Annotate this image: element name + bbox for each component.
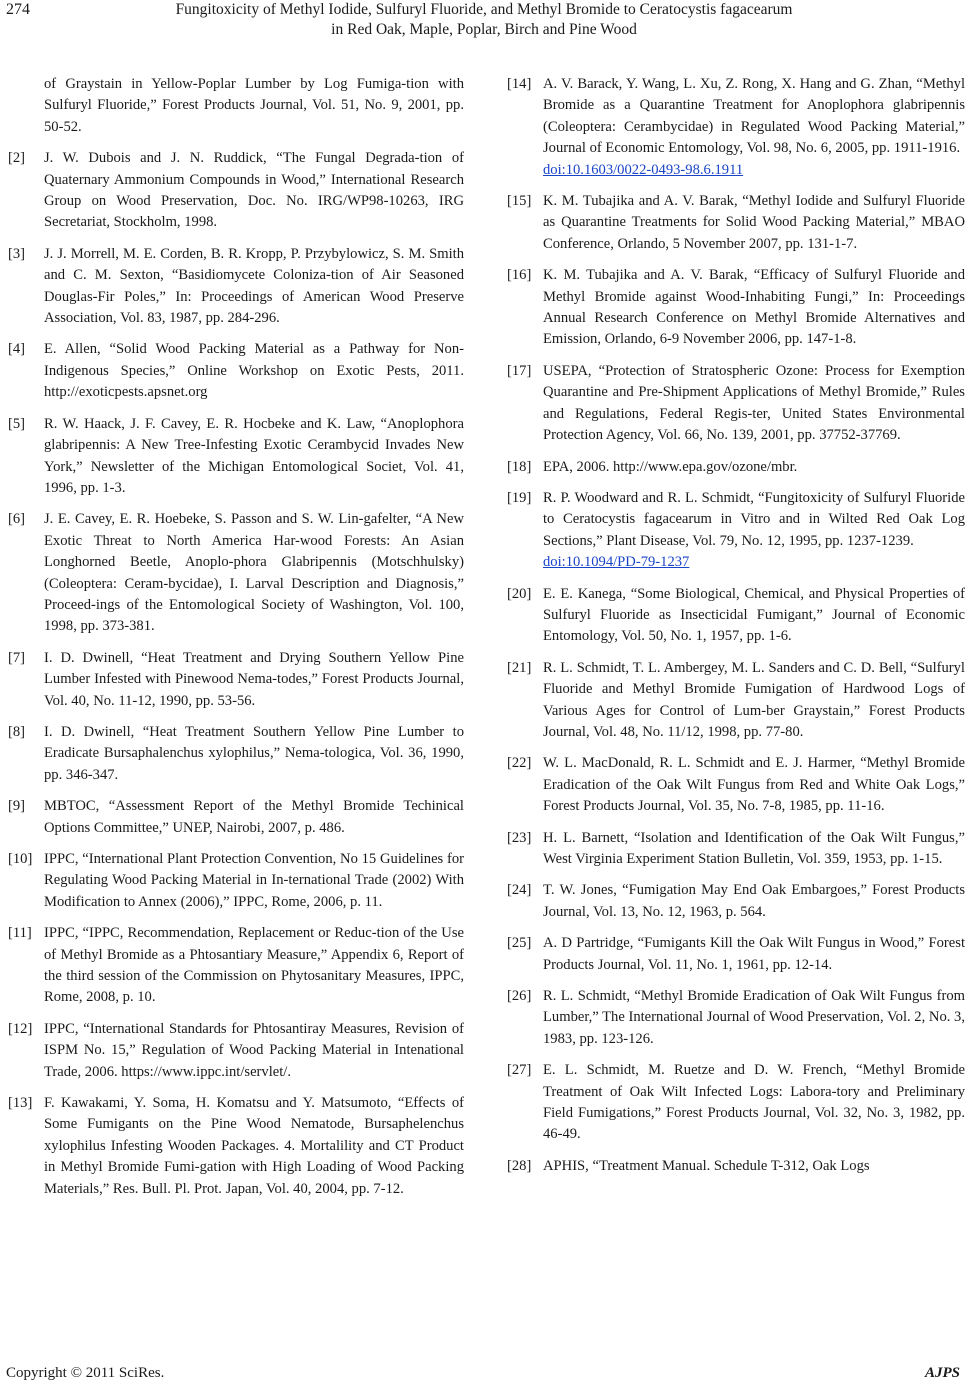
reference-number: [6] (8, 511, 26, 528)
reference-number: [24] (507, 882, 532, 899)
reference-text: E. Allen, “Solid Wood Packing Material as a Pathway for Non-Indigenous Species,” Online Workshop on Exotic Pests, 2011. http://exoticpests.apsnet.org (44, 341, 464, 401)
reference-number: [23] (507, 829, 532, 846)
reference-text: J. E. Cavey, E. R. Hoebeke, S. Passon and S. W. Lin-gafelter, “A New Exotic Threat to North America Har-wood Forests: An Asian Longhorned Beetle, Anoplo-phora Glabripennis (Motschhulsky) (Coleoptera: Ceram-bycidae), I. Larval Description and Diagnosis,” Proceed-ings of the Entomological Society of Washington, Vol. 100, 1998, pp. 373-381. (44, 511, 464, 635)
reference-number: [21] (507, 659, 532, 676)
reference-number: [10] (8, 851, 33, 867)
reference-number: [9] (8, 798, 26, 815)
reference-text: R. P. Woodward and R. L. Schmidt, “Fungitoxicity of Sulfuryl Fluoride to Ceratocystis fagacearum in Vitro and in Wilted Red Oak Log Sections,” Plant Disease, Vol. 79, No. 12, 1995, pp. 1237-1239. (543, 489, 965, 549)
reference-body (543, 265, 965, 351)
doi-link[interactable]: doi:10.1094/PD-79-1237 (543, 554, 690, 571)
journal-abbreviation: AJPS (924, 1365, 960, 1381)
reference-text: K. M. Tubajika and A. V. Barak, “Efficacy of Sulfuryl Fluoride and Methyl Bromide against Wood-Inhabiting Fungi,” In: Proceedings Annual Research Conference on Methyl Bromide Alternatives and Emission, Orlando, 6-9 November 2006, pp. 147-1-8. (543, 267, 965, 348)
reference-text: J. J. Morrell, M. E. Corden, B. R. Kropp, P. Przybylowicz, S. M. Smith and C. M. Sexton, “Basidiomycete Coloniza-tion of Air Seasoned Douglas-Fir Poles,” In: Proceedings of American Wood Preserve Association, Vol. 83, 1987, pp. 284-296. (44, 245, 464, 327)
reference-body (543, 658, 965, 744)
reference-body (44, 1019, 464, 1083)
reference-text: USEPA, “Protection of Stratospheric Ozone: Process for Exemption Quarantine and Pre-Shipment Applications of Methyl Bromide,” Rules and Regulations, Federal Regis-ter, United States Environmental Protection Agency, Vol. 66, No. 139, 2001, pp. 37752-37769. (543, 362, 965, 444)
reference-text: E. E. Kanega, “Some Biological, Chemical, and Physical Properties of Sulfuryl Fluoride as Insecticidal Fumigant,” Journal of Economic Entomology, Vol. 50, No. 1, 1957, pp. 1-6. (543, 585, 965, 645)
left-column (8, 74, 464, 1210)
running-head-line-2: in Red Oak, Maple, Poplar, Birch and Pine Wood (331, 21, 637, 38)
reference-number: [13] (8, 1095, 33, 1112)
reference-item (507, 658, 965, 744)
reference-item (507, 1060, 965, 1146)
reference-item (507, 1156, 965, 1177)
reference-item (507, 457, 965, 478)
copyright-notice: Copyright © 2011 SciRes. (6, 1365, 165, 1381)
reference-text: IPPC, “International Plant Protection Convention, No 15 Guidelines for Regulating Wood Packing Material in In-ternational Trade (2002) With Modification to Annex (2006),” IPPC, Rome, 2006, p. 11. (44, 851, 464, 910)
reference-text: R. L. Schmidt, T. L. Ambergey, M. L. Sanders and C. D. Bell, “Sulfuryl Fluoride and Methyl Bromide Fumigation of Hardwood Logs of Various Ages for Control of Lum-ber Graystain,” Forest Products Journal, Vol. 48, No. 11/12, 1998, pp. 77-80. (543, 659, 965, 740)
reference-number: [7] (8, 649, 26, 666)
reference-text: F. Kawakami, Y. Soma, H. Komatsu and Y. Matsumoto, “Effects of Some Fumigants on the Pine Wood Nematode, Bursaphelenchus xylophilus Infesting Wooden Packages. 4. Mortalility and CT Product in Methyl Bromide Fumi-gation with High Loading of Wood Packing Materials,” Res. Bull. Pl. Prot. Japan, Vol. 40, 2004, pp. 7-12. (44, 1095, 464, 1197)
reference-item (8, 1093, 464, 1200)
reference-body (543, 753, 965, 817)
reference-body (44, 244, 464, 330)
reference-text: EPA, 2006. http://www.epa.gov/ozone/mbr. (543, 458, 798, 475)
reference-body (543, 880, 965, 923)
reference-text: H. L. Barnett, “Isolation and Identification of the Oak Wilt Fungus,” West Virginia Experiment Station Bulletin, Vol. 359, 1953, pp. 1-15. (543, 829, 965, 867)
reference-number: [18] (507, 458, 532, 475)
reference-body (543, 191, 965, 255)
reference-body (543, 1060, 965, 1146)
reference-text: MBTOC, “Assessment Report of the Methyl Bromide Techinical Options Committee,” UNEP, Nairobi, 2007, p. 486. (44, 798, 464, 836)
reference-number: [5] (8, 415, 26, 432)
reference-number: [14] (507, 76, 532, 92)
reference-body (44, 849, 464, 913)
reference-text: I. D. Dwinell, “Heat Treatment and Drying Southern Yellow Pine Lumber Infested with Pinewood Nema-todes,” Forest Products Journal, Vol. 40, No. 11-12, 1990, pp. 53-56. (44, 649, 464, 709)
reference-text: J. W. Dubois and J. N. Ruddick, “The Fungal Degrada-tion of Quaternary Ammonium Compounds in Wood,” International Research Group on Wood Preservation, Doc. No. IRG/WP98-10263, IRG Secretariat, Stockholm, 1998. (44, 150, 464, 231)
reference-body (543, 584, 965, 648)
reference-number: [15] (507, 193, 532, 210)
reference-number: [12] (8, 1020, 33, 1037)
page-number: 274 (6, 1, 30, 18)
reference-body (44, 722, 464, 786)
reference-body (44, 339, 464, 403)
doi-link[interactable]: doi:10.1603/0022-0493-98.6.1911 (543, 161, 744, 178)
reference-body (543, 74, 965, 181)
reference-item (8, 648, 464, 712)
reference-body (543, 986, 965, 1050)
reference-number: [17] (507, 362, 532, 379)
reference-body (44, 796, 464, 839)
left-reference-list (8, 148, 464, 1200)
reference-number: [22] (507, 755, 532, 772)
reference-number: [25] (507, 935, 532, 952)
reference-body (44, 923, 464, 1009)
reference-item (8, 148, 464, 234)
reference-text: K. M. Tubajika and A. V. Barak, “Methyl Iodide and Sulfuryl Fluoride as Quarantine Treatments for Solid Wood Packing Material,” MBAO Conference, Orlando, 5 November 2007, pp. 131-1-7. (543, 193, 965, 252)
reference-item (507, 880, 965, 923)
reference-text: T. W. Jones, “Fumigation May End Oak Embargoes,” Forest Products Journal, Vol. 13, No. 12, 1963, p. 564. (543, 882, 965, 920)
reference-text: A. V. Barack, Y. Wang, L. Xu, Z. Rong, X. Hang and G. Zhan, “Methyl Bromide as a Quarantine Treatment for Anoplophora glabripennis (Coleoptera: Cerambycidae) in Regulated Wood Packing Material,” Journal of Economic Entomology, Vol. 98, No. 6, 2005, pp. 1911-1916. (543, 76, 965, 157)
reference-item (507, 933, 965, 976)
reference-item (8, 849, 464, 913)
reference-body (44, 648, 464, 712)
reference-item (8, 722, 464, 786)
reference-item (8, 509, 464, 637)
reference-number: [2] (8, 150, 26, 167)
reference-body (44, 509, 464, 637)
reference-text: APHIS, “Treatment Manual. Schedule T-312, Oak Logs (543, 1157, 870, 1174)
reference-item (507, 361, 965, 447)
right-column (507, 74, 965, 1187)
reference-body (543, 488, 965, 574)
reference-text: IPPC, “IPPC, Recommendation, Replacement or Reduc-tion of the Use of Methyl Bromide as a Phtosantiary Measure,” Appendix 6, Report of the third session of the Commission on Phytosanitary Measures, IPPC, Rome, 2008, p. 10. (44, 925, 464, 1006)
reference-item (8, 1019, 464, 1083)
reference-item (507, 986, 965, 1050)
reference-item (507, 488, 965, 574)
reference-item (507, 191, 965, 255)
reference-number: [27] (507, 1062, 532, 1079)
reference-item (507, 753, 965, 817)
reference-text: R. W. Haack, J. F. Cavey, E. R. Hocbeke and K. Law, “Anoplophora glabripennis: A New Tree-Infesting Exotic Cerambycid Invades New York,” Newsletter of the Michigan Entomological Societ, Vol. 41, 1996, pp. 1-3. (44, 415, 464, 496)
reference-text: IPPC, “International Standards for Phtosantiray Measures, Revision of ISPM No. 15,” Regulation of Wood Packing Material in Intenational Trade, 2006. https://www.ippc.int/servlet/. (44, 1020, 464, 1080)
reference-text: A. D Partridge, “Fumigants Kill the Oak Wilt Fungus in Wood,” Forest Products Journal, Vol. 11, No. 1, 1961, pp. 12-14. (543, 935, 965, 973)
reference-item (507, 828, 965, 871)
reference-text: I. D. Dwinell, “Heat Treatment Southern Yellow Pine Lumber to Eradicate Bursaphalenchus xylophilus,” Nema-tologica, Vol. 36, 1990, pp. 346-347. (44, 723, 464, 783)
reference-number: [28] (507, 1157, 532, 1174)
reference-number: [19] (507, 489, 532, 506)
reference-number: [4] (8, 341, 26, 358)
running-head-line-1: Fungitoxicity of Methyl Iodide, Sulfuryl Fluoride, and Methyl Bromide to Ceratocystis fagacearum (175, 1, 793, 18)
reference-item (8, 923, 464, 1009)
reference-body (543, 361, 965, 447)
reference-text: of Graystain in Yellow-Poplar Lumber by Log Fumiga-tion with Sulfuryl Fluoride,” Forest Products Journal, Vol. 51, No. 9, 2001, pp. 50-52. (44, 76, 464, 135)
reference-item (507, 584, 965, 648)
reference-number: [20] (507, 585, 532, 602)
reference-text: W. L. MacDonald, R. L. Schmidt and E. J. Harmer, “Methyl Bromide Eradication of the Oak Wilt Fungus from Red and White Oak Logs,” Forest Products Journal, Vol. 35, No. 7-8, 1985, pp. 11-16. (543, 755, 965, 815)
reference-body (44, 148, 464, 234)
reference-text: E. L. Schmidt, M. Ruetze and D. W. French, “Methyl Bromide Treatment of Oak Wilt Infected Logs: Labora-tory and Preliminary Field Fumigations,” Forest Products Journal, Vol. 32, No. 3, 1982, pp. 46-49. (543, 1062, 965, 1143)
reference-item (8, 796, 464, 839)
reference-item (507, 74, 965, 181)
reference-body (44, 1093, 464, 1200)
reference-body (543, 933, 965, 976)
reference-number: [11] (8, 925, 32, 942)
reference-item (8, 414, 464, 500)
reference-body (44, 414, 464, 500)
reference-number: [16] (507, 267, 532, 284)
reference-continuation (8, 74, 464, 138)
reference-item (8, 339, 464, 403)
reference-number: [8] (8, 723, 26, 740)
reference-body (543, 828, 965, 871)
reference-number: [3] (8, 245, 26, 262)
right-reference-list (507, 74, 965, 1177)
reference-text: R. L. Schmidt, “Methyl Bromide Eradication of Oak Wilt Fungus from Lumber,” The International Journal of Wood Preservation, Vol. 2, No. 3, 1983, pp. 123-126. (543, 988, 965, 1047)
running-head (0, 0, 968, 40)
reference-number: [26] (507, 988, 532, 1005)
reference-body (543, 457, 965, 478)
reference-body (543, 1156, 965, 1177)
reference-item (8, 244, 464, 330)
reference-item (507, 265, 965, 351)
